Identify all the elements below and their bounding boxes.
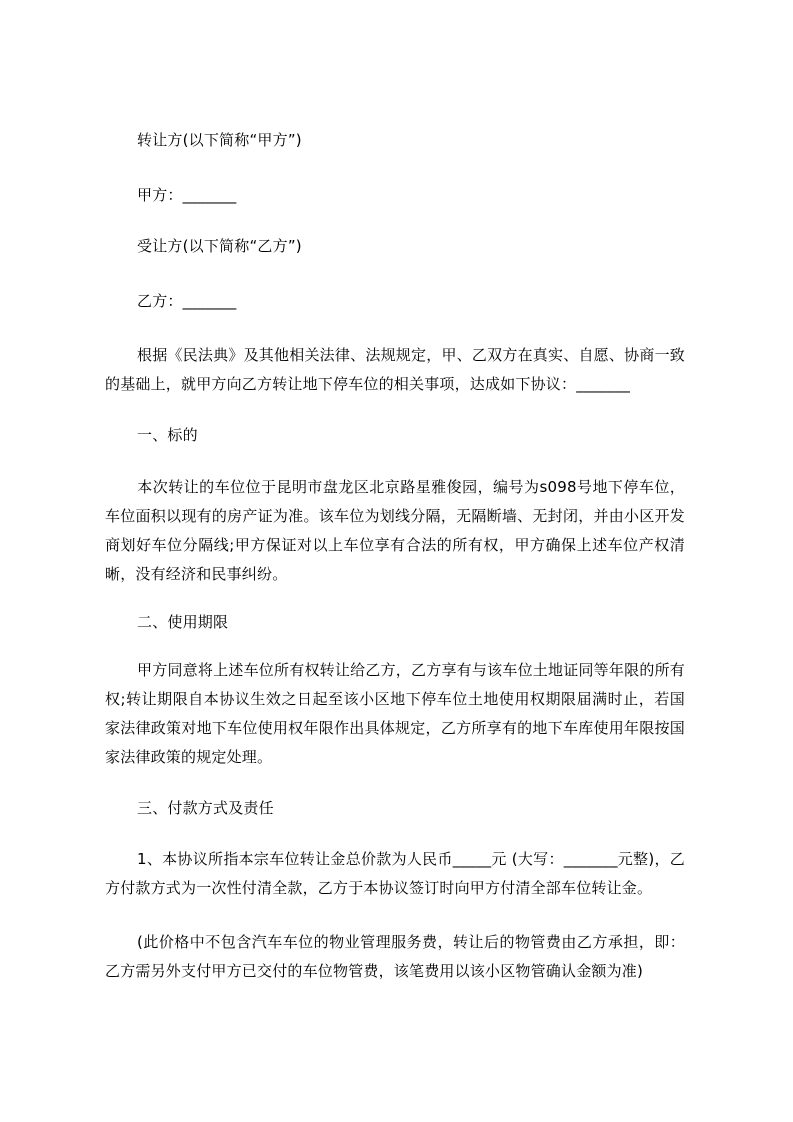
transferor-heading [105, 126, 685, 155]
paragraph-text: (此价格中不包含汽车车位的物业管理服务费，转让后的物管费由乙方承担，即：乙方需另外支付甲方已交付的车位物管费，该笔费用以该小区物管确认金额为准) [105, 933, 685, 980]
preamble-paragraph [105, 341, 685, 399]
price-note-paragraph [105, 928, 685, 986]
section-heading-payment [105, 794, 685, 823]
paragraph-text: 本次转让的车位位于昆明市盘龙区北京路星雅俊园，编号为s098号地下停车位，车位面积以现有的房产证为准。该车位为划线分隔，无隔断墙、无封闭，并由小区开发商划好车位分隔线;甲方保证对以上车位享有合法的所有权，甲方确保上述车位产权清晰，没有经济和民事纠纷。 [105, 478, 685, 583]
paragraph-text: 根据《民法典》及其他相关法律、法规规定，甲、乙双方在真实、自愿、协商一致的基础上，就甲方向乙方转让地下停车位的相关事项，达成如下协议：_______ [105, 346, 685, 393]
paragraph-text: 1、本协议所指本宗车位转让金总价款为人民币_____元 (大写：_______元整)，乙方付款方式为一次性付清全款，乙方于本协议签订时向甲方付清全部车位转让金。 [105, 850, 685, 897]
transferee-heading [105, 232, 685, 261]
paragraph-text: 甲方同意将上述车位所有权转让给乙方，乙方享有与该车位土地证同等年限的所有权;转让期限自本协议生效之日起至该小区地下停车位土地使用权期限届满时止，若国家法律政策对地下车位使用权年限作出具体规定，乙方所享有的地下车库使用年限按国家法律政策的规定处理。 [105, 661, 685, 766]
term-paragraph [105, 656, 685, 772]
paragraph-text: 一、标的 [137, 426, 198, 444]
paragraph-text: 甲方：_______ [137, 186, 237, 204]
paragraph-text: 受让方(以下简称“乙方”) [137, 237, 302, 255]
section-heading-subject [105, 421, 685, 450]
party-b-line [105, 287, 685, 316]
payment-paragraph [105, 845, 685, 903]
paragraph-text: 转让方(以下简称“甲方”) [137, 131, 302, 149]
section-heading-term [105, 608, 685, 637]
paragraph-text: 二、使用期限 [137, 613, 229, 631]
subject-paragraph [105, 473, 685, 589]
paragraph-text: 乙方：_______ [137, 292, 237, 310]
paragraph-text: 三、付款方式及责任 [137, 799, 274, 817]
party-a-line [105, 181, 685, 210]
